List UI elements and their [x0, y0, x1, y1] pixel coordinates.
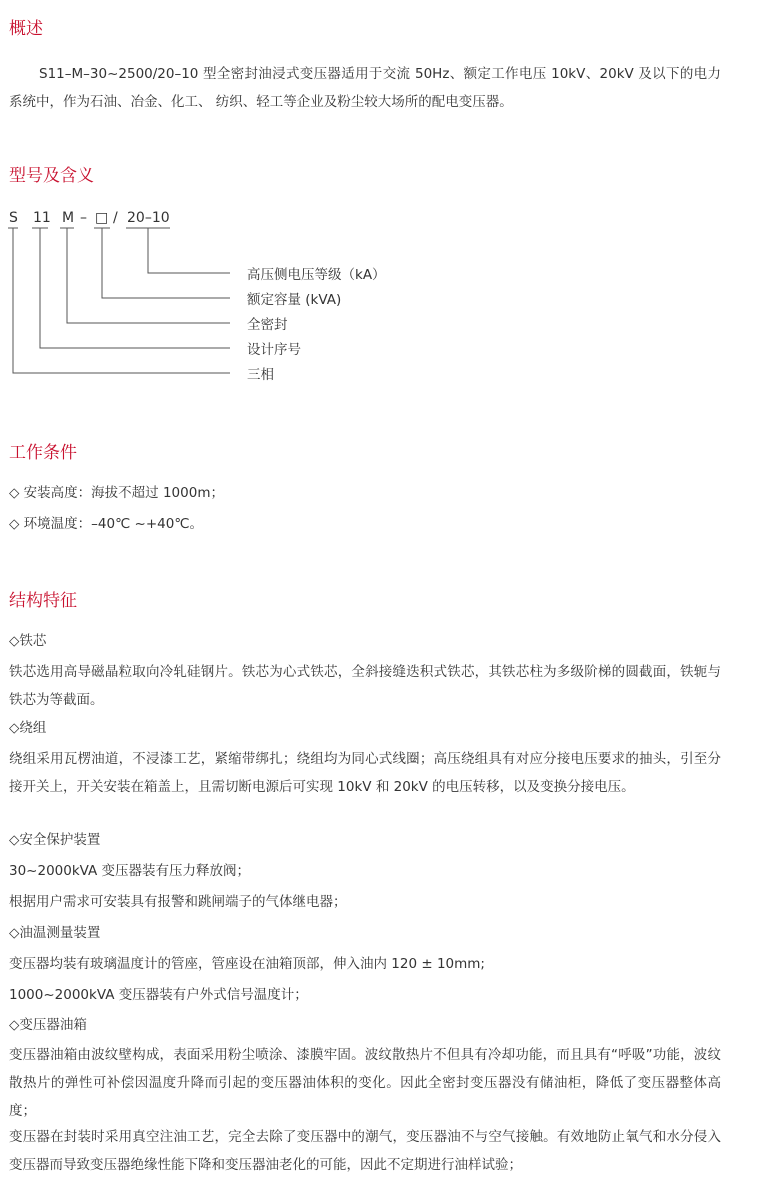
label-voltage-class: 高压侧电压等级（kA）: [247, 267, 386, 283]
core-paragraph: 铁芯选用高导磁晶粒取向冷轧硅钢片。铁芯为心式铁芯，全斜接缝迭积式铁芯，其铁芯柱为多级阶梯的圆截面，铁轭与铁芯为等截面。: [9, 664, 721, 708]
code-11: 11: [33, 210, 51, 226]
structure-heading: 结构特征: [9, 591, 77, 611]
oiltemp-line-1: 变压器均装有玻璃温度计的管座，管座设在油箱顶部，伸入油内 120 ± 10mm;: [9, 956, 485, 972]
model-heading: 型号及含义: [9, 166, 94, 186]
code-voltage: 20–10: [127, 210, 170, 226]
label-rated-capacity: 额定容量 (kVA): [247, 292, 342, 308]
tank-paragraph-1: 变压器油箱由波纹壁构成，表面采用粉尘喷涂、漆膜牢固。波纹散热片不但具有冷却功能，而且具有“呼吸”功能，波纹散热片的弹性可补偿因温度升降而引起的变压器油体积的变化。因此全密封变压器没有储油柜，降低了变压器整体高度；: [9, 1047, 721, 1119]
overview-paragraph: S11–M–30~2500/20–10 型全密封油浸式变压器适用于交流 50Hz、额定工作电压 10kV、20kV 及以下的电力系统中，作为石油、冶金、化工、 纺织、轻工等企业及粉尘较大场所的配电变压器。: [9, 66, 721, 110]
winding-paragraph: 绕组采用瓦楞油道，不浸漆工艺，紧缩带绑扎；绕组均为同心式线圈；高压绕组具有对应分接电压要求的抽头，引至分接开关上，开关安装在箱盖上，且需切断电源后可实现 10kV 和 20kV 的电压转移，以及变换分接电压。: [9, 751, 721, 795]
safety-line-1: 30~2000kVA 变压器装有压力释放阀；: [9, 863, 251, 879]
condition-temperature: ◇ 环境温度：–40℃ ~+40℃。: [9, 516, 204, 532]
tank-subheading: ◇变压器油箱: [9, 1017, 87, 1033]
code-slash: /: [113, 210, 118, 226]
winding-subheading: ◇绕组: [9, 720, 47, 736]
tank-paragraph-2: 变压器在封装时采用真空注油工艺，完全去除了变压器中的潮气，变压器油不与空气接触。有效地防止氧气和水分侵入变压器而导致变压器绝缘性能下降和变压器油老化的可能，因此不定期进行油样试验；: [9, 1129, 721, 1173]
label-design-number: 设计序号: [247, 342, 301, 358]
safety-subheading: ◇安全保护装置: [9, 832, 101, 848]
condition-altitude: ◇ 安装高度：海拔不超过 1000m；: [9, 485, 224, 501]
leader-voltage: [148, 228, 230, 273]
model-code-diagram: [0, 200, 460, 400]
label-fully-sealed: 全密封: [247, 317, 288, 333]
label-three-phase: 三相: [247, 367, 274, 383]
code-dash: –: [80, 210, 87, 226]
oiltemp-line-2: 1000~2000kVA 变压器装有户外式信号温度计；: [9, 987, 308, 1003]
leader-capacity: [102, 228, 230, 298]
code-box: □: [95, 210, 109, 226]
core-subheading: ◇铁芯: [9, 633, 47, 649]
oiltemp-subheading: ◇油温测量装置: [9, 925, 101, 941]
leader-phase: [13, 228, 230, 373]
code-s: S: [9, 210, 18, 226]
conditions-heading: 工作条件: [9, 443, 77, 463]
safety-line-2: 根据用户需求可安装具有报警和跳闸端子的气体继电器；: [9, 894, 347, 910]
code-m: M: [62, 210, 75, 226]
overview-heading: 概述: [9, 19, 43, 39]
leader-design: [40, 228, 230, 348]
